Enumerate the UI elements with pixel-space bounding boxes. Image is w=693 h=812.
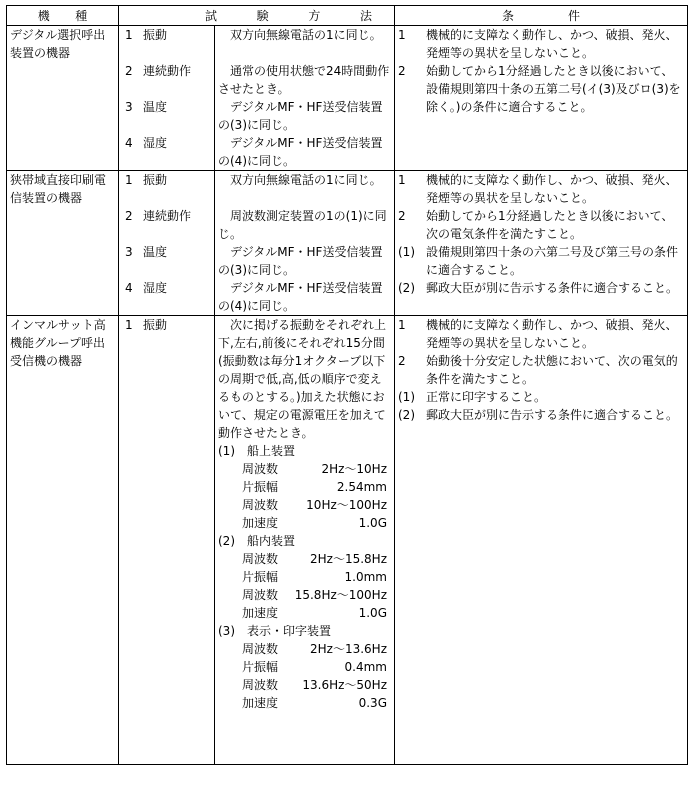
header-test-method: 試 験 方 法 [119,6,395,26]
vibration-group-title: (3) 表示・印字装置 [218,624,331,638]
vibration-item: 加速度 1.0G [242,516,387,530]
vibration-item: 周波数 13.6Hz～50Hz [242,678,387,692]
conditions-cell [395,26,688,171]
test-methods-cell: 次に掲げる振動をそれぞれ上下,左右,前後にそれぞれ15分間(振動数は毎分1オクターブ以下の周期で低,高,低の順序で変えるものとする。)加えた状態において、規定の電源電圧を加えて動作させたとき。 (1) 船上装置 周波数 2Hz～10Hz 片振幅 2.54mm 周波数 10Hz～100Hz 加速度 1.0G (2) 船内装置 周波数 2Hz～15.8Hz 片振幅 1.0mm 周波数 15.8Hz～100Hz 加速度 1.0G (3) 表示・印字装置 周波数 2Hz～13.6Hz 片振幅 0.4mm 周波数 13.6Hz～50Hz 加速度 0.3G [215,316,395,765]
vibration-item: 片振幅 2.54mm [242,480,387,494]
test-items-cell: 1 振動 [119,316,215,765]
table-row [7,26,688,171]
vibration-item: 片振幅 0.4mm [242,660,387,674]
test-items-cell: 1 振動 2 連続動作 3 温度 4 湿度 [119,26,215,171]
table-row [7,171,688,316]
condition-item: 1 機械的に支障なく動作し、かつ、破損、発火、発煙等の異状を呈しないこと。 [398,173,678,205]
sub-condition-item: (2) 郵政大臣が別に告示する条件に適合すること。 [398,281,679,295]
test-methods-cell: 双方向無線電話の1に同じ。 通常の使用状態で24時間動作させたとき。 デジタルMF・HF送受信装置の(3)に同じ。 デジタルMF・HF送受信装置の(4)に同じ。 [215,26,395,171]
vibration-group-title: (2) 船内装置 [218,534,295,548]
condition-item: 2 始動してから1分経過したとき以後において、次の電気条件を満たすこと。 [398,209,674,241]
spec-table [6,5,688,765]
vibration-item: 加速度 0.3G [242,696,387,710]
vibration-group-title: (1) 船上装置 [218,444,295,458]
sub-condition-item: (1) 設備規則第四十条の六第二号及び第三号の条件に適合すること。 [398,245,679,277]
vibration-item: 周波数 15.8Hz～100Hz [242,588,387,602]
vibration-item: 周波数 2Hz～13.6Hz [242,642,387,656]
vibration-item: 加速度 1.0G [242,606,387,620]
equipment-name: 狭帯域直接印刷電信装置の機器 [10,173,107,205]
table-row [7,316,688,765]
test-methods-cell: 双方向無線電話の1に同じ。 周波数測定装置の1の(1)に同じ。 デジタルMF・HF送受信装置の(3)に同じ。 デジタルMF・HF送受信装置の(4)に同じ。 [215,171,395,316]
conditions-cell [395,171,688,316]
header-row [7,6,688,26]
conditions-cell [395,316,688,765]
equipment-cell [7,171,119,316]
equipment-cell [7,26,119,171]
vibration-item: 周波数 2Hz～10Hz [242,462,387,476]
test-items-cell: 1 振動 2 連続動作 3 温度 4 湿度 [119,171,215,316]
condition-item: 2 始動してから1分経過したとき以後において、設備規則第四十条の五第二号(イ(3)及びロ(3)を除く。)の条件に適合すること。 [398,64,681,114]
equipment-cell [7,316,119,765]
vibration-item: 周波数 10Hz～100Hz [242,498,387,512]
vibration-item: 周波数 2Hz～15.8Hz [242,552,387,566]
header-equipment: 機 種 [7,6,119,26]
sub-condition-item: (1) 正常に印字すること。 [398,390,547,404]
condition-item: 1 機械的に支障なく動作し、かつ、破損、発火、発煙等の異状を呈しないこと。 [398,318,678,350]
vibration-item: 片振幅 1.0mm [242,570,387,584]
condition-item: 2 始動後十分安定した状態において、次の電気的条件を満たすこと。 [398,354,678,386]
header-conditions: 条 件 [395,6,688,26]
equipment-name: デジタル選択呼出装置の機器 [10,28,106,60]
sub-condition-item: (2) 郵政大臣が別に告示する条件に適合すること。 [398,408,679,422]
condition-item: 1 機械的に支障なく動作し、かつ、破損、発火、発煙等の異状を呈しないこと。 [398,28,678,60]
equipment-name: インマルサット高機能グループ呼出受信機の機器 [10,318,106,368]
